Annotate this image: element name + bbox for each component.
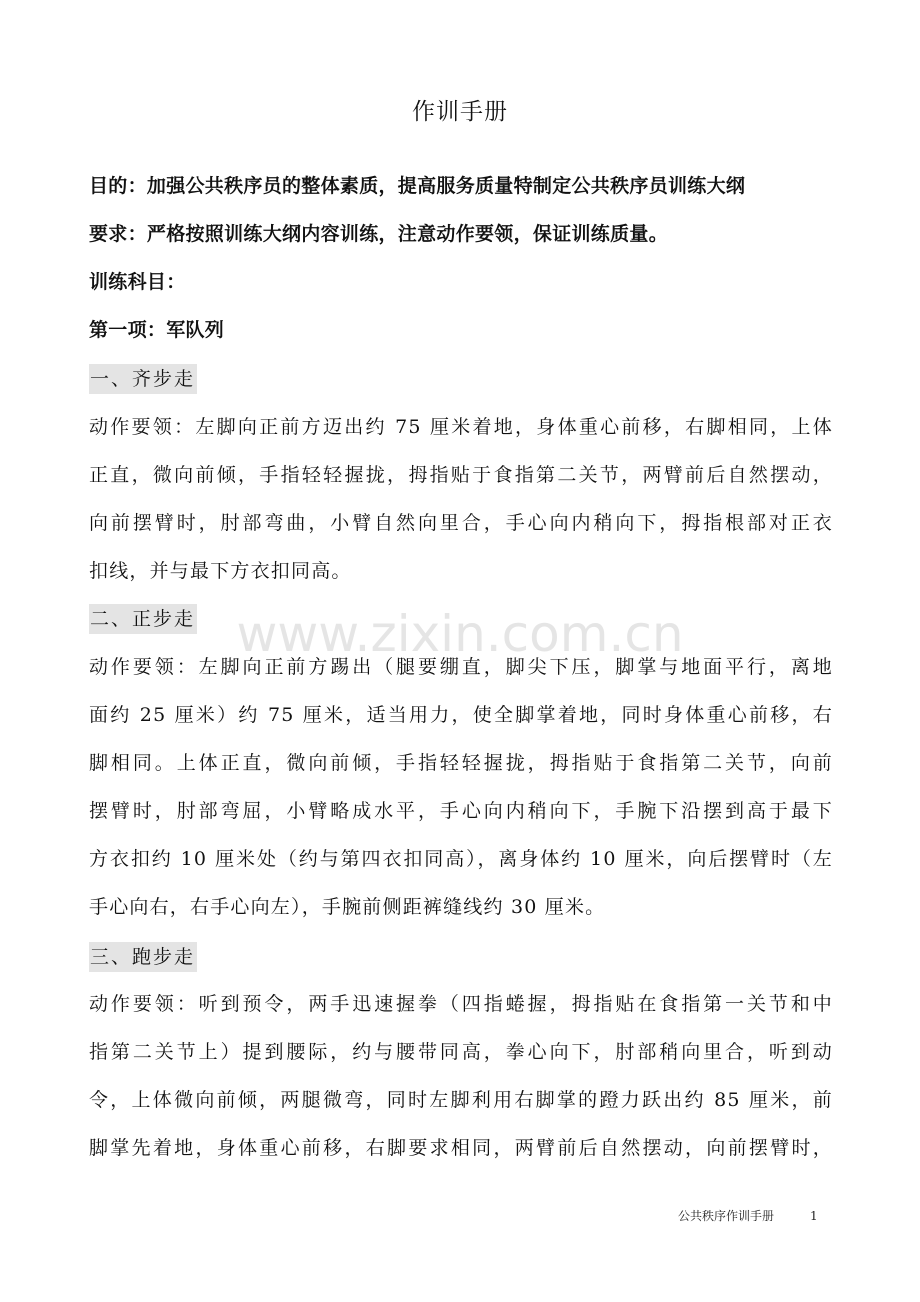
page-number: 1 (810, 1209, 818, 1223)
footer-title: 公共秩序作训手册 (678, 1209, 775, 1223)
page-footer (678, 1207, 818, 1225)
section-heading-goose-step: 二、正步走 (89, 604, 197, 634)
section-heading-march: 一、齐步走 (89, 364, 197, 394)
section-body-march (89, 403, 833, 595)
body-line: 脚相同。上体正直，微向前倾，手指轻轻握拢，拇指贴于食指第二关节，向前 (89, 752, 833, 774)
training-subjects-label: 训练科目： (89, 271, 186, 293)
body-line: 动作要领：左脚向正前方迈出约 75 厘米着地，身体重心前移，右脚相同，上体 (89, 416, 833, 438)
body-line: 向前摆臂时，肘部弯曲，小臂自然向里合，手心向内稍向下，拇指根部对正衣 (89, 512, 833, 534)
body-line: 方衣扣约 10 厘米处（约与第四衣扣同高），离身体约 10 厘米，向后摆臂时（左 (89, 848, 833, 870)
body-line: 动作要领：听到预令，两手迅速握拳（四指蜷握，拇指贴在食指第一关节和中 (89, 993, 833, 1015)
body-line: 令，上体微向前倾，两腿微弯，同时左脚利用右脚掌的蹬力跃出约 85 厘米，前 (89, 1089, 833, 1111)
body-line: 脚掌先着地，身体重心前移，右脚要求相同，两臂前后自然摆动，向前摆臂时， (89, 1137, 833, 1159)
body-line: 动作要领：左脚向正前方踢出（腿要绷直，脚尖下压，脚掌与地面平行，离地 (89, 656, 833, 678)
body-line: 手心向右，右手心向左），手腕前侧距裤缝线约 30 厘米。 (89, 896, 606, 918)
purpose-line: 目的：加强公共秩序员的整体素质，提高服务质量特制定公共秩序员训练大纲 (89, 175, 746, 197)
body-line: 面约 25 厘米）约 75 厘米，适当用力，使全脚掌着地，同时身体重心前移，右 (89, 704, 833, 726)
item-one-heading: 第一项：军队列 (89, 319, 225, 341)
body-line: 指第二关节上）提到腰际，约与腰带同高，拳心向下，肘部稍向里合，听到动 (89, 1041, 833, 1063)
section-body-double-time (89, 980, 833, 1172)
watermark: www.zixin.com.cn (236, 605, 684, 663)
body-line: 扣线，并与最下方衣扣同高。 (89, 560, 352, 582)
requirement-line: 要求：严格按照训练大纲内容训练，注意动作要领，保证训练质量。 (89, 223, 669, 245)
body-line: 正直，微向前倾，手指轻轻握拢，拇指贴于食指第二关节，两臂前后自然摆动， (89, 464, 833, 486)
body-line: 摆臂时，肘部弯屈，小臂略成水平，手心向内稍向下，手腕下沿摆到高于最下 (89, 800, 833, 822)
section-body-goose-step (89, 643, 833, 931)
document-title: 作训手册 (412, 99, 508, 125)
section-heading-double-time: 三、跑步走 (89, 942, 197, 972)
